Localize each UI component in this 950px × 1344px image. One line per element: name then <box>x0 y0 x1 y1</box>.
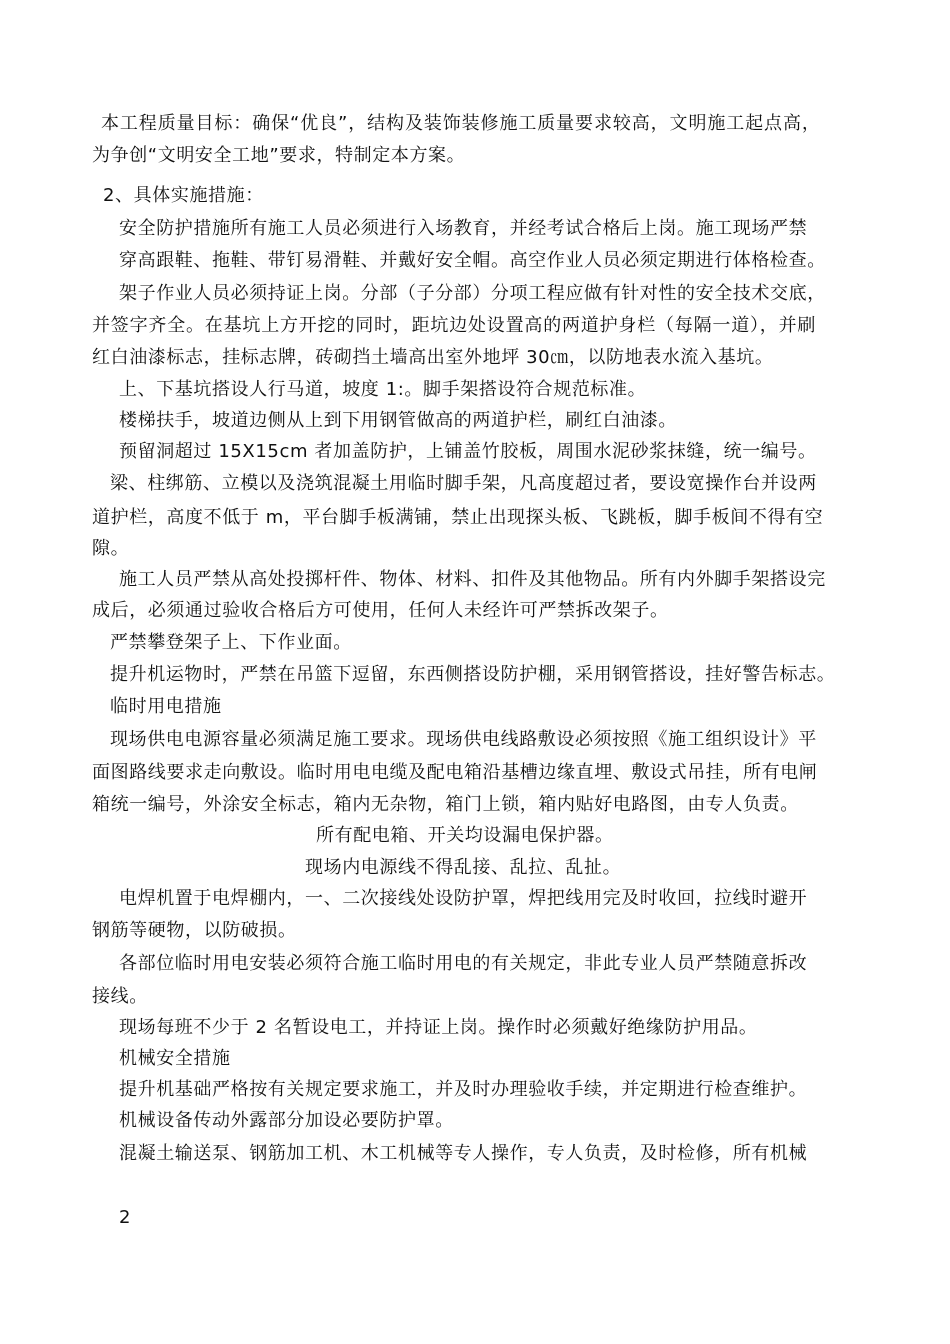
text-line: 箱统一编号，外涂安全标志，箱内无杂物，箱门上锁，箱内贴好电路图，由专人负责。 <box>92 794 799 815</box>
section-heading: 机械安全措施 <box>119 1048 231 1069</box>
text-line: 预留洞超过 15X15cm 者加盖防护，上铺盖竹胶板，周围水泥砂浆抹缝，统一编号。 <box>119 441 817 462</box>
section-heading: 2、具体实施措施： <box>103 185 264 206</box>
text-line: 机械设备传动外露部分加设必要防护罩。 <box>119 1110 454 1131</box>
text-line: 道护栏，高度不低于 m，平台脚手板满铺，禁止出现探头板、飞跳板，脚手板间不得有空 <box>92 507 824 528</box>
text-line: 梁、柱绑筋、立模以及浇筑混凝土用临时脚手架，凡高度超过者，要设宽操作台并设两 <box>110 473 817 494</box>
section-heading: 临时用电措施 <box>110 696 222 717</box>
text-line: 所有配电箱、开关均设漏电保护器。 <box>316 825 614 846</box>
text-line: 红白油漆标志，挂标志牌，砖砌挡土墙高出室外地坪 30㎝，以防地表水流入基坑。 <box>92 347 774 368</box>
text-line: 电焊机置于电焊棚内，一、二次接线处设防护罩，焊把线用完及时收回，拉线时避开 <box>119 888 808 909</box>
text-line: 现场每班不少于 2 名暂设电工，并持证上岗。操作时必须戴好绝缘防护用品。 <box>119 1017 758 1038</box>
text-line: 严禁攀登架子上、下作业面。 <box>110 632 352 653</box>
text-line: 隙。 <box>92 538 130 559</box>
text-line: 楼梯扶手，坡道边侧从上到下用钢管做高的两道护栏，刷红白油漆。 <box>119 410 677 431</box>
text-line: 面图路线要求走向敷设。临时用电电缆及配电箱沿基槽边缘直埋、敷设式吊挂，所有电闸 <box>92 762 818 783</box>
page-number: 2 <box>119 1207 131 1228</box>
text-line: 现场供电电源容量必须满足施工要求。现场供电线路敷设必须按照《施工组织设计》平 <box>110 729 817 750</box>
text-line: 穿高跟鞋、拖鞋、带钉易滑鞋、并戴好安全帽。高空作业人员必须定期进行体格检查。 <box>119 250 826 271</box>
text-line: 施工人员严禁从高处投掷杆件、物体、材料、扣件及其他物品。所有内外脚手架搭设完 <box>119 569 826 590</box>
text-line: 本工程质量目标：确保“优良”，结构及装饰装修施工质量要求较高，文明施工起点高， <box>101 113 821 134</box>
text-line: 架子作业人员必须持证上岗。分部（子分部）分项工程应做有针对性的安全技术交底， <box>119 283 826 304</box>
text-line: 各部位临时用电安装必须符合施工临时用电的有关规定，非此专业人员严禁随意拆改 <box>119 953 808 974</box>
text-line: 现场内电源线不得乱接、乱拉、乱扯。 <box>305 857 622 878</box>
text-line: 安全防护措施所有施工人员必须进行入场教育，并经考试合格后上岗。施工现场严禁 <box>119 218 808 239</box>
text-line: 接线。 <box>92 986 148 1007</box>
text-line: 为争创“文明安全工地”要求，特制定本方案。 <box>92 145 466 166</box>
text-line: 上、下基坑搭设人行马道，坡度 1:。脚手架搭设符合规范标准。 <box>119 379 647 400</box>
text-line: 提升机运物时，严禁在吊篮下逗留，东西侧搭设防护棚，采用钢管搭设，挂好警告标志。 <box>110 664 836 685</box>
text-line: 提升机基础严格按有关规定要求施工，并及时办理验收手续，并定期进行检查维护。 <box>119 1079 808 1100</box>
text-line: 成后，必须通过验收合格后方可使用，任何人未经许可严禁拆改架子。 <box>92 600 669 621</box>
text-line: 混凝土输送泵、钢筋加工机、木工机械等专人操作，专人负责，及时检修，所有机械 <box>119 1143 808 1164</box>
text-line: 并签字齐全。在基坑上方开挖的同时，距坑边处设置高的两道护身栏（每隔一道），并刷 <box>92 315 817 336</box>
text-line: 钢筋等硬物，以防破损。 <box>92 920 297 941</box>
